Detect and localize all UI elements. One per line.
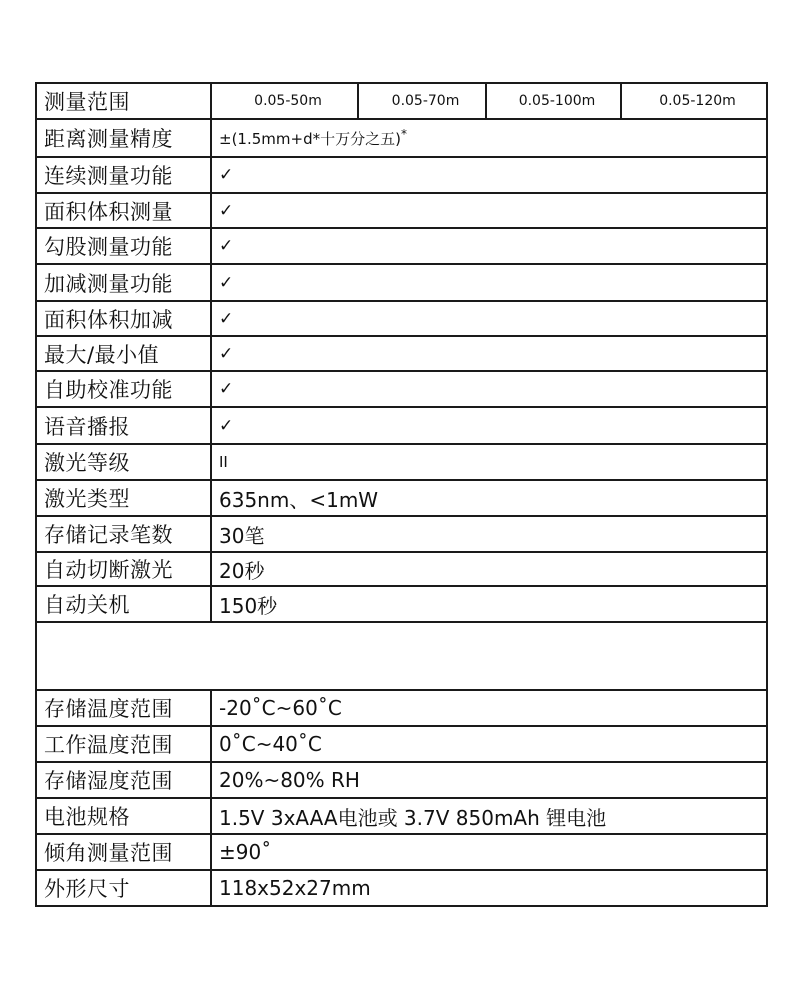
table-row (36, 480, 767, 516)
table-row (36, 444, 767, 480)
spec-label: 倾角测量范围 (36, 834, 211, 870)
table-row (36, 157, 767, 193)
spec-label: 语音播报 (36, 407, 211, 444)
check-mark: ✓ (211, 193, 767, 228)
table-row (36, 264, 767, 301)
accuracy-text: ±(1.5mm+d*十万分之五) (219, 130, 401, 148)
spec-label: 测量范围 (36, 83, 211, 119)
spec-value: 20秒 (211, 552, 767, 586)
spec-label: 存储温度范围 (36, 690, 211, 726)
check-mark: ✓ (211, 264, 767, 301)
spec-label: 距离测量精度 (36, 119, 211, 157)
spec-label: 存储记录笔数 (36, 516, 211, 552)
check-mark: ✓ (211, 228, 767, 264)
spec-label: 激光等级 (36, 444, 211, 480)
spec-value: -20˚C~60˚C (211, 690, 767, 726)
check-mark: ✓ (211, 371, 767, 407)
spec-label: 勾股测量功能 (36, 228, 211, 264)
spec-value: II (211, 444, 767, 480)
spec-label: 激光类型 (36, 480, 211, 516)
table-row (36, 586, 767, 622)
table-row (36, 407, 767, 444)
blank-cell (36, 622, 767, 690)
check-mark: ✓ (211, 157, 767, 193)
table-row (36, 726, 767, 762)
table-row (36, 371, 767, 407)
spec-label: 电池规格 (36, 798, 211, 834)
check-mark: ✓ (211, 407, 767, 444)
range-70m: 0.05-70m (358, 83, 486, 119)
spec-label: 连续测量功能 (36, 157, 211, 193)
spec-label: 面积体积测量 (36, 193, 211, 228)
check-mark: ✓ (211, 336, 767, 371)
spec-label: 面积体积加减 (36, 301, 211, 336)
spec-label: 存储湿度范围 (36, 762, 211, 798)
table-row (36, 870, 767, 906)
table-row (36, 301, 767, 336)
spec-label: 最大/最小值 (36, 336, 211, 371)
blank-row (36, 622, 767, 690)
table-row (36, 834, 767, 870)
table-row (36, 228, 767, 264)
range-100m: 0.05-100m (486, 83, 621, 119)
spec-label: 外形尺寸 (36, 870, 211, 906)
table-row (36, 798, 767, 834)
spec-label: 自动关机 (36, 586, 211, 622)
spec-value: 150秒 (211, 586, 767, 622)
table-row (36, 119, 767, 157)
spec-label: 加减测量功能 (36, 264, 211, 301)
check-mark: ✓ (211, 301, 767, 336)
spec-value: 635nm、<1mW (211, 480, 767, 516)
table-row (36, 690, 767, 726)
table-row (36, 193, 767, 228)
table-row (36, 336, 767, 371)
spec-value: 1.5V 3xAAA电池或 3.7V 850mAh 锂电池 (211, 798, 767, 834)
range-50m: 0.05-50m (211, 83, 358, 119)
spec-label: 自助校准功能 (36, 371, 211, 407)
table-row (36, 83, 767, 119)
spec-value: ±90˚ (211, 834, 767, 870)
spec-table (35, 82, 768, 907)
spec-value: 118x52x27mm (211, 870, 767, 906)
spec-value: 20%~80% RH (211, 762, 767, 798)
range-120m: 0.05-120m (621, 83, 767, 119)
footnote-mark: * (400, 127, 407, 141)
spec-value: 30笔 (211, 516, 767, 552)
spec-label: 自动切断激光 (36, 552, 211, 586)
table-row (36, 762, 767, 798)
spec-label: 工作温度范围 (36, 726, 211, 762)
spec-value (211, 119, 767, 157)
table-row (36, 552, 767, 586)
spec-value: 0˚C~40˚C (211, 726, 767, 762)
table-row (36, 516, 767, 552)
